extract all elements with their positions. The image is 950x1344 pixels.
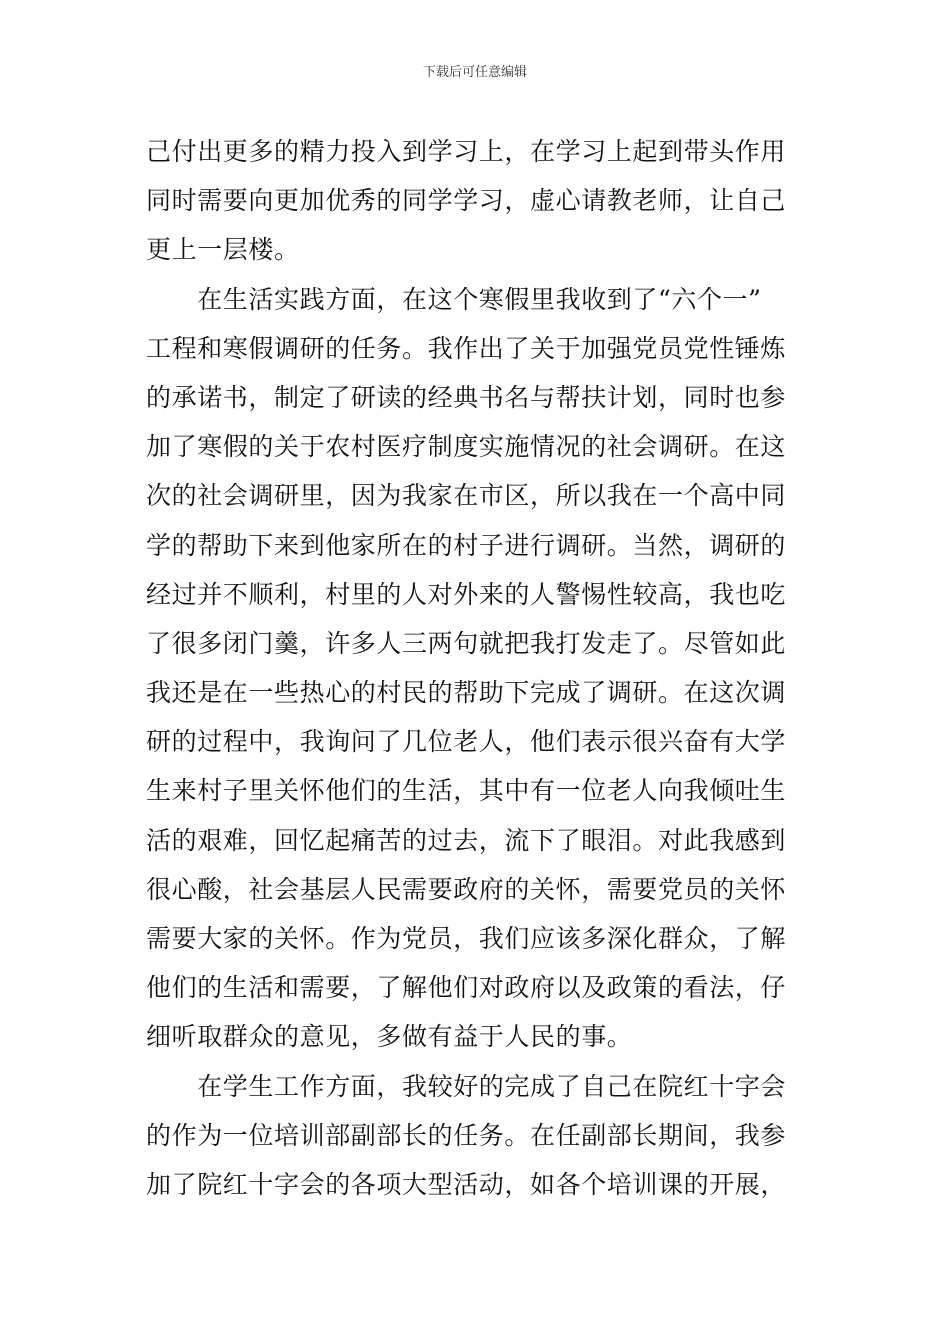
text-line: 他们的生活和需要，了解他们对政府以及政策的看法，仔: [146, 973, 787, 1003]
text-line: 的承诺书，制定了研读的经典书名与帮扶计划，同时也参: [146, 382, 787, 412]
text-line: 经过并不顺利，村里的人对外来的人警惕性较高，我也吃: [146, 579, 787, 609]
text-line: 在学生工作方面，我较好的完成了自己在院红十字会: [146, 1071, 787, 1101]
text-line: 在生活实践方面，在这个寒假里我收到了“六个一”: [146, 284, 762, 314]
text-line: 同时需要向更加优秀的同学学习，虚心请教老师，让自己: [146, 186, 787, 216]
text-line: 加了寒假的关于农村医疗制度实施情况的社会调研。在这: [146, 432, 787, 462]
text-line: 己付出更多的精力投入到学习上，在学习上起到带头作用: [146, 137, 787, 166]
text-line: 更上一层楼。: [146, 235, 300, 265]
text-line: 研的过程中，我询问了几位老人，他们表示很兴奋有大学: [146, 727, 787, 757]
text-line: 工程和寒假调研的任务。我作出了关于加强党员党性锤炼: [146, 333, 787, 363]
text-line: 我还是在一些热心的村民的帮助下完成了调研。在这次调: [146, 678, 787, 708]
text-line: 活的艰难，回忆起痛苦的过去，流下了眼泪。对此我感到: [146, 825, 787, 855]
text-line: 了很多闭门羹，许多人三两句就把我打发走了。尽管如此: [146, 628, 787, 658]
text-line: 加了院红十字会的各项大型活动，如各个培训课的开展，: [146, 1169, 787, 1199]
document-body: [146, 127, 808, 1209]
text-line: 学的帮助下来到他家所在的村子进行调研。当然，调研的: [146, 530, 787, 560]
text-line: 需要大家的关怀。作为党员，我们应该多深化群众，了解: [146, 924, 787, 953]
text-line: 很心酸，社会基层人民需要政府的关怀，需要党员的关怀: [146, 874, 787, 904]
text-line: 细听取群众的意见，多做有益于人民的事。: [146, 1022, 633, 1052]
text-line: 生来村子里关怀他们的生活，其中有一位老人向我倾吐生: [146, 776, 787, 806]
page-header: 下载后可任意编辑: [422, 65, 527, 80]
text-line: 次的社会调研里，因为我家在市区，所以我在一个高中同: [146, 481, 787, 511]
text-line: 的作为一位培训部副部长的任务。在任副部长期间，我参: [146, 1120, 787, 1150]
